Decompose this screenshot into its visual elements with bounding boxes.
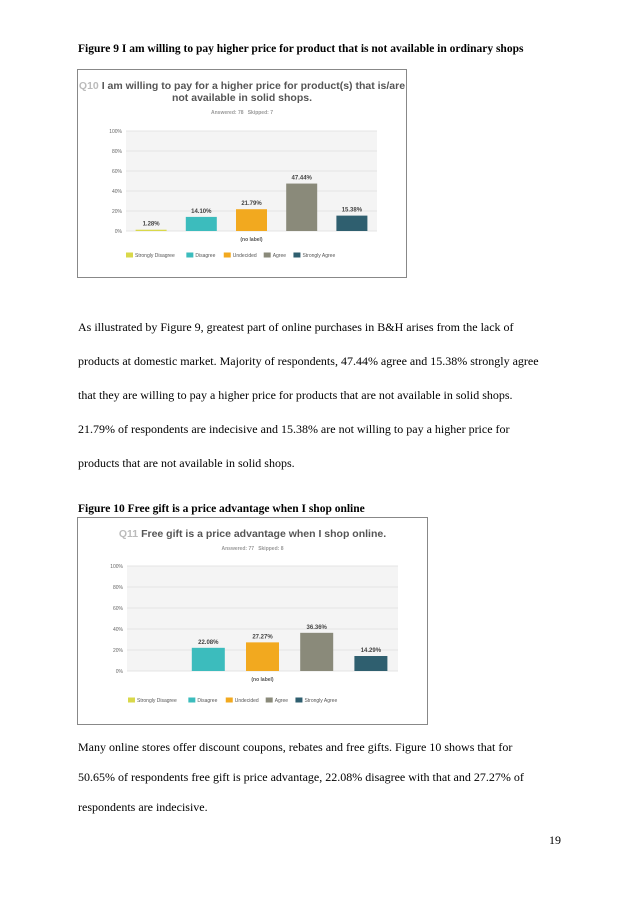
figure-10-legend-swatch <box>188 698 195 703</box>
figure-9-ytick-label: 20% <box>111 209 122 215</box>
figure-10-bar <box>192 648 225 671</box>
figure-9-legend-label: Strongly Agree <box>302 253 336 259</box>
figure-9-value-label: 1.28% <box>142 221 160 228</box>
figure-10-value-label: 36.36% <box>306 624 327 631</box>
figure-10-legend-label: Undecided <box>234 698 259 704</box>
figure-10-legend-swatch <box>295 698 302 703</box>
figure-9-legend-swatch <box>264 253 271 258</box>
figure-9-value-label: 21.79% <box>241 201 262 208</box>
figure-9-bar <box>336 216 367 231</box>
body1-line: products that are not available in solid shops. <box>78 456 295 470</box>
body-paragraph-2 <box>78 740 566 814</box>
figure-9-legend-swatch <box>186 253 193 258</box>
figure-9-legend-label: Agree <box>272 253 287 259</box>
figure-9-caption: Figure 9 I am willing to pay higher price for product that is not available in ordinary shops <box>78 43 524 55</box>
figure-9-chart-panel <box>77 69 407 278</box>
figure-10-bar <box>354 656 387 671</box>
figure-9-legend-swatch <box>126 253 133 258</box>
figure-9-ytick-label: 100% <box>109 129 122 135</box>
figure-10-value-label: 27.27% <box>252 634 273 641</box>
figure-9-question-line1: I am willing to pay for a higher price for product(s) that is/are <box>101 80 406 92</box>
figure-9-ytick-label: 60% <box>111 169 122 175</box>
body1-line: that they are willing to pay a higher price for products that are not available in solid shops. <box>78 388 513 402</box>
figure-10-legend-label: Strongly Agree <box>304 698 338 704</box>
figure-10-value-label: 14.29% <box>360 647 382 654</box>
figure-10-legend-label: Agree <box>274 698 289 704</box>
body2-line: Many online stores offer discount coupons, rebates and free gifts. Figure 10 shows that for <box>78 740 513 754</box>
figure-9-ytick-label: 80% <box>111 149 122 155</box>
body2-line: respondents are indecisive. <box>78 800 208 814</box>
figure-9-question-line2: not available in solid shops. <box>171 92 313 104</box>
figure-9-legend-label: Undecided <box>232 253 257 259</box>
figure-10-legend-label: Strongly Disagree <box>137 698 177 704</box>
page-number: 19 <box>549 833 561 847</box>
figure-9-ytick-label: 40% <box>111 189 122 195</box>
figure-9-answered: Answered: 78 <box>211 110 244 116</box>
figure-10-bar <box>300 633 333 671</box>
figure-9-xaxis-label: (no label) <box>240 237 263 243</box>
figure-9-legend-label: Disagree <box>195 253 216 259</box>
figure-9-bar-chart <box>78 70 406 277</box>
figure-9-ytick-label: 0% <box>114 229 122 235</box>
body1-line: 21.79% of respondents are indecisive and 15.38% are not willing to pay a higher price for <box>78 422 510 436</box>
figure-10-skipped: Skipped: 8 <box>258 546 284 552</box>
figure-10-legend-label: Disagree <box>197 698 218 704</box>
figure-10-ytick-label: 40% <box>112 627 123 633</box>
figure-9-value-label: 14.10% <box>191 208 212 215</box>
figure-10-ytick-label: 80% <box>112 585 123 591</box>
body1-line: As illustrated by Figure 9, greatest part of online purchases in B&H arises from the lack of <box>78 320 514 334</box>
figure-10-answered: Answered: 77 <box>221 546 255 552</box>
body1-line: products at domestic market. Majority of respondents, 47.44% agree and 15.38% strongly agree <box>78 354 539 368</box>
figure-10-caption: Figure 10 Free gift is a price advantage when I shop online <box>78 503 365 515</box>
figure-10-legend-swatch <box>266 698 273 703</box>
figure-9-bar <box>286 184 317 231</box>
figure-10-value-label: 22.08% <box>198 639 219 646</box>
figure-10-ytick-label: 20% <box>112 648 123 654</box>
body-paragraph-1 <box>78 320 566 470</box>
figure-10-bar-chart <box>78 518 427 724</box>
figure-10-chart-panel <box>77 517 428 725</box>
figure-9-legend-swatch <box>293 253 300 258</box>
figure-9-question-number: Q10 <box>78 80 99 92</box>
figure-10-ytick-label: 60% <box>112 606 123 612</box>
figure-10-legend-swatch <box>128 698 135 703</box>
figure-9-legend-swatch <box>224 253 231 258</box>
figure-9-value-label: 15.38% <box>341 207 363 214</box>
figure-9-bar <box>236 209 267 231</box>
figure-9-legend-label: Strongly Disagree <box>135 253 175 259</box>
figure-10-question-number: Q11 <box>118 528 139 540</box>
figure-9-value-label: 47.44% <box>291 175 312 182</box>
figure-10-ytick-label: 100% <box>110 564 123 570</box>
figure-10-bar <box>246 642 279 671</box>
figure-10-xaxis-label: (no label) <box>251 677 274 683</box>
figure-9-bar <box>186 217 217 231</box>
figure-10-ytick-label: 0% <box>115 669 123 675</box>
figure-9-skipped: Skipped: 7 <box>247 110 273 116</box>
figure-9-bar <box>136 230 167 231</box>
figure-10-legend-swatch <box>226 698 233 703</box>
figure-10-question-line1: Free gift is a price advantage when I shop online. <box>141 528 387 540</box>
body2-line: 50.65% of respondents free gift is price advantage, 22.08% disagree with that and 27.27% of <box>78 770 524 784</box>
